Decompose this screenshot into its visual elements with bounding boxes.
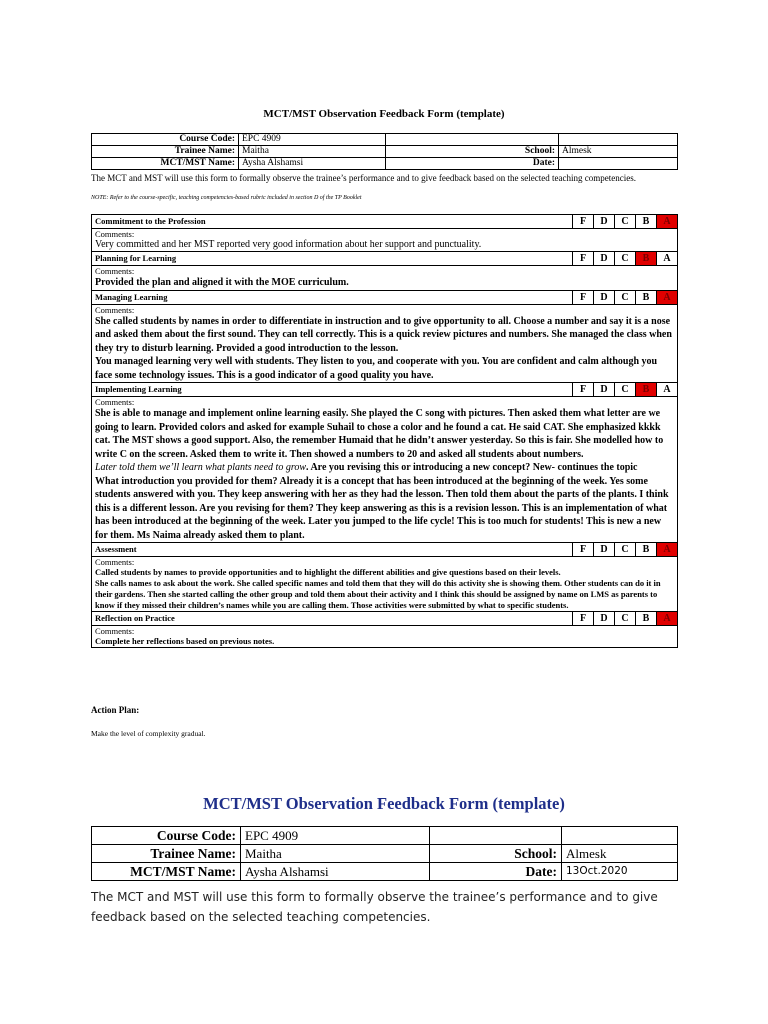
section-header <box>92 383 678 397</box>
trainee-name-value: Maitha <box>241 845 430 863</box>
section-comments <box>92 557 678 612</box>
form-intro: The MCT and MST will use this form to formally observe the trainee’s performance and to give feedback based on the selected teaching competencies. <box>91 173 636 183</box>
trainee-name-label: Trainee Name: <box>92 845 241 863</box>
date-value: 13Oct.2020 <box>562 863 678 881</box>
grade-c[interactable]: C <box>615 383 636 397</box>
empty-cell <box>562 827 678 845</box>
section-header <box>92 252 678 266</box>
action-plan-text: Make the level of complexity gradual. <box>91 729 206 738</box>
grade-c[interactable]: C <box>615 290 636 304</box>
form-title-large: MCT/MST Observation Feedback Form (template) <box>203 794 565 813</box>
grade-f[interactable]: F <box>573 290 594 304</box>
grade-a[interactable]: A <box>657 383 678 397</box>
section-header <box>92 215 678 229</box>
comments-label: Comments: <box>95 557 135 567</box>
empty-cell <box>430 827 544 845</box>
course-code-value: EPC 4909 <box>239 134 386 146</box>
grade-d[interactable]: D <box>594 290 615 304</box>
grade-c[interactable]: C <box>615 215 636 229</box>
section-comments <box>92 229 678 252</box>
grade-f[interactable]: F <box>573 215 594 229</box>
empty-cell <box>559 134 678 146</box>
comment-text: Called students by names to provide opportunities and to highlight the different abilities and give questions based on their levels. <box>95 567 561 577</box>
comment-text: Very committed and her MST reported very good information about her support and punctuality. <box>95 239 482 250</box>
grade-f[interactable]: F <box>573 383 594 397</box>
date-label: Date: <box>386 158 559 170</box>
mst-name-value: Aysha Alshamsi <box>239 158 386 170</box>
section-name: Assessment <box>92 543 573 557</box>
section-comments <box>92 397 678 543</box>
comments-label: Comments: <box>95 397 135 407</box>
grade-f[interactable]: F <box>573 543 594 557</box>
grade-a-selected[interactable]: A <box>657 612 678 626</box>
grade-a-selected[interactable]: A <box>657 215 678 229</box>
mst-name-label: MCT/MST Name: <box>92 863 241 881</box>
mst-name-value: Aysha Alshamsi <box>241 863 430 881</box>
school-label: School: <box>386 146 559 158</box>
grade-d[interactable]: D <box>594 252 615 266</box>
course-code-value: EPC 4909 <box>241 827 430 845</box>
trainee-info-table <box>91 133 678 170</box>
comments-label: Comments: <box>95 229 135 239</box>
comments-label: Comments: <box>95 626 135 636</box>
section-header <box>92 612 678 626</box>
section-name: Implementing Learning <box>92 383 573 397</box>
section-comments <box>92 304 678 383</box>
action-plan-label: Action Plan: <box>91 705 140 715</box>
empty-cell <box>532 134 559 146</box>
grade-c[interactable]: C <box>615 252 636 266</box>
grade-d[interactable]: D <box>594 612 615 626</box>
school-value: Almesk <box>559 146 678 158</box>
comment-text: Complete her reflections based on previous notes. <box>95 636 275 646</box>
comment-text-mixed <box>95 461 674 475</box>
section-name: Commitment to the Profession <box>92 215 573 229</box>
course-code-label: Course Code: <box>92 134 239 146</box>
comments-label: Comments: <box>95 266 135 276</box>
grade-a[interactable]: A <box>657 252 678 266</box>
date-label: Date: <box>430 863 562 881</box>
section-comments <box>92 626 678 648</box>
school-label: School: <box>430 845 562 863</box>
course-code-label: Course Code: <box>92 827 241 845</box>
comment-text: You managed learning very well with students. They listen to you, and cooperate with you. You are confident and calm although you face some technology issues. This is a good indicator of a good quality you have. <box>95 356 658 381</box>
grade-d[interactable]: D <box>594 215 615 229</box>
school-value: Almesk <box>562 845 678 863</box>
comment-text: Provided the plan and aligned it with the MOE curriculum. <box>95 277 349 288</box>
competency-rubric-table <box>91 214 678 648</box>
grade-d[interactable]: D <box>594 383 615 397</box>
grade-b[interactable]: B <box>636 612 657 626</box>
grade-f[interactable]: F <box>573 612 594 626</box>
grade-b-selected[interactable]: B <box>636 383 657 397</box>
section-name: Planning for Learning <box>92 252 573 266</box>
comment-text: She calls names to ask about the work. She called specific names and told them that they will do this activity she is showing them. Other students can do it in their gardens. Then she started calling the other group and told them about their activity and I think this should be assigned by name on LMS as parents to know if they missed their children’s names while you are calling them. Those activities were submitted by what to specific students. <box>95 578 661 610</box>
comments-label: Comments: <box>95 304 135 315</box>
grade-b[interactable]: B <box>636 290 657 304</box>
trainee-name-label: Trainee Name: <box>92 146 239 158</box>
section-name: Managing Learning <box>92 290 573 304</box>
mst-name-label: MCT/MST Name: <box>92 158 239 170</box>
form-intro-large: The MCT and MST will use this form to formally observe the trainee’s performance and to give feedback based on the selected teaching competencies. <box>91 890 658 924</box>
grade-d[interactable]: D <box>594 543 615 557</box>
section-name: Reflection on Practice <box>92 612 573 626</box>
remark-tail: . Are you revising this or introducing a new concept? New- continues the topic <box>306 462 638 473</box>
date-value <box>559 158 678 170</box>
grade-c[interactable]: C <box>615 543 636 557</box>
comment-text: What introduction you provided for them? Already it is a concept that has been introduced at the beginning of the week. Yes some students answered with you. They keep answering with her as they had the lesson. Then told them about the parts of the plants. I think this is a different lesson. Are you revising for them? They keep answering as this is a revision lesson. This is an implementation of what has been introduced at the beginning of the week. Later you jumped to the life cycle! This is too much for students! This is new a new for them. Ms Naima already asked them to plant. <box>95 475 669 541</box>
italic-remark: Later told them we’ll learn what plants need to grow <box>95 462 307 473</box>
grade-b[interactable]: B <box>636 543 657 557</box>
grade-a-selected[interactable]: A <box>657 290 678 304</box>
grade-a-selected[interactable]: A <box>657 543 678 557</box>
empty-cell <box>543 827 562 845</box>
trainee-name-value: Maitha <box>239 146 386 158</box>
section-comments <box>92 266 678 291</box>
section-header <box>92 543 678 557</box>
grade-c[interactable]: C <box>615 612 636 626</box>
comment-text: She called students by names in order to differentiate in instruction and to give opportunity to all. Choose a number and say it is a nose and asked them about the first sound. They can tell correctly. This is a quick review pictures and numbers. She managed the class when they try to disturb learning. Provided a good introduction to the lesson. <box>95 315 672 354</box>
comment-text: She is able to manage and implement online learning easily. She played the C song with pictures. Then asked them what letter are we going to learn. Provided colors and asked for example Suhail to chose a color and he found a cat. He said CAT. She emphasized kkkk cat. The MST shows a good support. Also, the remember Humaid that he didn’t answer yesterday. So this is fair. She modelled how to write C on the screen. Asked them to write it. Then showed a numbers to 20 and asked all students about numbers. <box>95 408 664 460</box>
form-note: NOTE: Refer to the course-specific, teaching competencies-based rubric included in section D of the TP Booklet <box>91 195 362 201</box>
form-title: MCT/MST Observation Feedback Form (template) <box>263 108 505 120</box>
grade-f[interactable]: F <box>573 252 594 266</box>
empty-cell <box>386 134 533 146</box>
grade-b[interactable]: B <box>636 215 657 229</box>
trainee-info-table-large <box>91 826 678 881</box>
section-header <box>92 290 678 304</box>
grade-b-selected[interactable]: B <box>636 252 657 266</box>
